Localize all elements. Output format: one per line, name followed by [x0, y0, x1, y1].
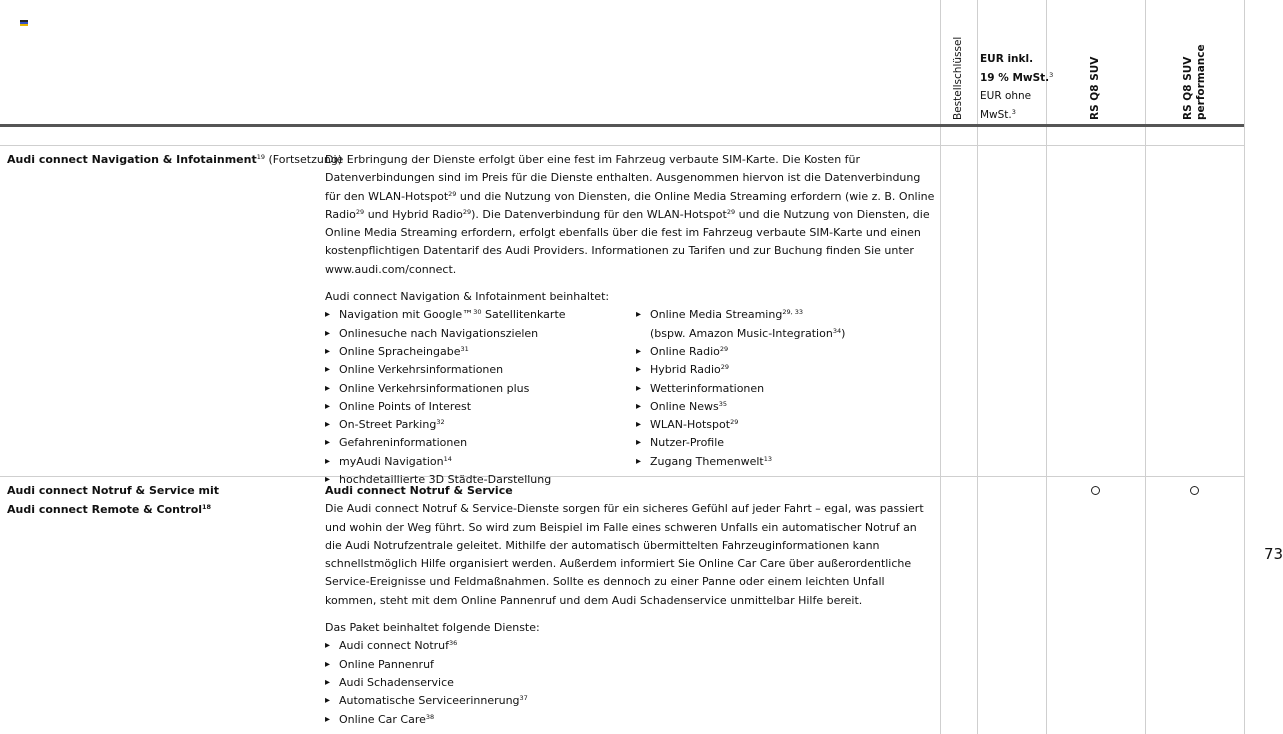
optional-circle-icon [1091, 486, 1100, 495]
row-label-suffix: (Fortsetzung) [265, 153, 343, 166]
footnote-ref: 18 [202, 502, 212, 511]
column-header-order-key: Bestellschlüssel [952, 36, 964, 120]
list-item: ▸ Online Verkehrsinformationen plus [325, 380, 935, 398]
list-item: ▸ Online Verkehrsinformationen [325, 361, 935, 379]
list-item: ▸ Navigation mit Google™$^{30}$ Satellitenkarte [325, 306, 935, 324]
row-label-navigation-infotainment [7, 151, 342, 170]
model-name-line: RS Q8 SUV [1182, 56, 1194, 120]
list-item: ▸ Online Car Care$^{38}$ [325, 711, 935, 729]
list-item: (bspw. Amazon Music-Integration$^{34}$) [650, 326, 846, 340]
model-name-line: performance [1195, 44, 1207, 120]
header-rule [0, 124, 1244, 127]
column-header-price [980, 50, 1053, 124]
row-label-text: Audi connect Remote & Control [7, 502, 203, 516]
row-description-notruf-service [325, 482, 935, 729]
footnote-ref: 3 [1049, 70, 1054, 79]
row-divider [0, 145, 1244, 146]
footnote-ref: 19 [256, 153, 266, 161]
list-item: ▸ On-Street Parking$^{32}$ [325, 416, 935, 434]
list-item: ▸ hochdetaillierte 3D Städte-Darstellung [325, 471, 935, 489]
price-label: 19 % MwSt. [980, 71, 1050, 84]
row-description-navigation-infotainment [325, 151, 935, 489]
intro-paragraph: Die Erbringung der Dienste erfolgt über eine fest im Fahrzeug verbaute SIM-Karte. Die Kosten für Datenverbindungen sind im Preis für die Dienste enthalten. Ausgenommen hiervon ist die Datenverbindung für den WLAN-Hotspot$^{29}$ und die Nutzung von Diensten, die Online Media Streaming erfordern (wie z. B. Online Radio$^{29}$ und Hybrid Radio$^{29}$). Die Datenverbindung für den WLAN-Hotspot$^{29}$ und die Nutzung von Diensten, die Online Media Streaming erfordern, erfolgt ebenfalls über die fest im Fahrzeug verbaute SIM-Karte und einen kostenpflichtigen Datentarif des Audi Providers. Informationen zu Tarifen und zur Buchung finden Sie unter www.audi.com/connect. [325, 153, 935, 276]
row-label-notruf-service [7, 482, 219, 519]
feature-list-right [636, 306, 926, 471]
list-item: ▸ Online News$^{35}$ [636, 398, 926, 416]
list-item: ▸ Automatische Serviceerinnerung$^{37}$ [325, 692, 935, 710]
list-item: ▸ Online Pannenruf [325, 656, 935, 674]
grid-line [977, 0, 978, 734]
column-header-model-rs-q8-performance [1182, 44, 1208, 120]
german-flag-icon [20, 20, 28, 26]
list-item: ▸ WLAN-Hotspot$^{29}$ [636, 416, 926, 434]
service-list [325, 637, 935, 728]
body-paragraph: Die Audi connect Notruf & Service-Dienste sorgen für ein sicheres Gefühl auf jeder Fahrt – egal, was passiert und wohin der Weg führt. So wird zum Beispiel im Falle eines schweren Unfalls ein automatischer Notruf an die Audi Notrufzentrale geleitet. Mithilfe der automatisch übermittelten Fahrzeuginformationen kann schnellstmöglich Hilfe organisiert werden. Außerdem informiert Sie Online Car Care über außerordentliche Service-Ereignisse und Feldmaßnahmen. Sollte es dennoch zu einer Panne oder einem leichten Unfall kommen, steht mit dem Online Pannenruf und dem Audi Schadenservice unmittelbar Hilfe bereit. [325, 502, 924, 607]
list-item: ▸ Nutzer-Profile [636, 434, 926, 452]
grid-line [1145, 0, 1146, 734]
price-label: MwSt. [980, 108, 1012, 121]
column-header-model-rs-q8: RS Q8 SUV [1089, 56, 1101, 120]
footnote-ref: 3 [1011, 107, 1016, 116]
list-item: ▸ Onlinesuche nach Navigationszielen [325, 325, 935, 343]
grid-line [940, 0, 941, 734]
list-heading: Das Paket beinhaltet folgende Dienste: [325, 621, 540, 635]
list-heading: Audi connect Navigation & Infotainment beinhaltet: [325, 290, 610, 304]
list-item: ▸ Online Points of Interest [325, 398, 935, 416]
list-item: ▸ Zugang Themenwelt$^{13}$ [636, 453, 926, 471]
section-title: Audi connect Notruf & Service [325, 484, 513, 497]
list-item: ▸ Audi connect Notruf$^{36}$ [325, 637, 935, 655]
grid-line [1244, 0, 1245, 734]
list-item: ▸ Gefahreninformationen [325, 434, 935, 452]
list-item: ▸ Wetterinformationen [636, 380, 926, 398]
optional-circle-icon [1190, 486, 1199, 495]
price-label: EUR inkl. [980, 53, 1034, 65]
list-item: ▸ Audi Schadenservice [325, 674, 935, 692]
list-item: ▸ myAudi Navigation$^{14}$ [325, 453, 935, 471]
price-label: EUR ohne [980, 90, 1032, 102]
list-item: ▸ Online Radio$^{29}$ [636, 343, 926, 361]
row-label-text: Audi connect Navigation & Infotainment [7, 153, 257, 166]
list-item: ▸ Online Spracheingabe$^{31}$ [325, 343, 935, 361]
row-label-text: Audi connect Notruf & Service mit [7, 484, 219, 497]
list-item: ▸ Hybrid Radio$^{29}$ [636, 361, 926, 379]
page-number: 73 [1264, 545, 1283, 563]
list-item: ▸ Online Media Streaming$^{29, 33}$ [636, 306, 926, 324]
